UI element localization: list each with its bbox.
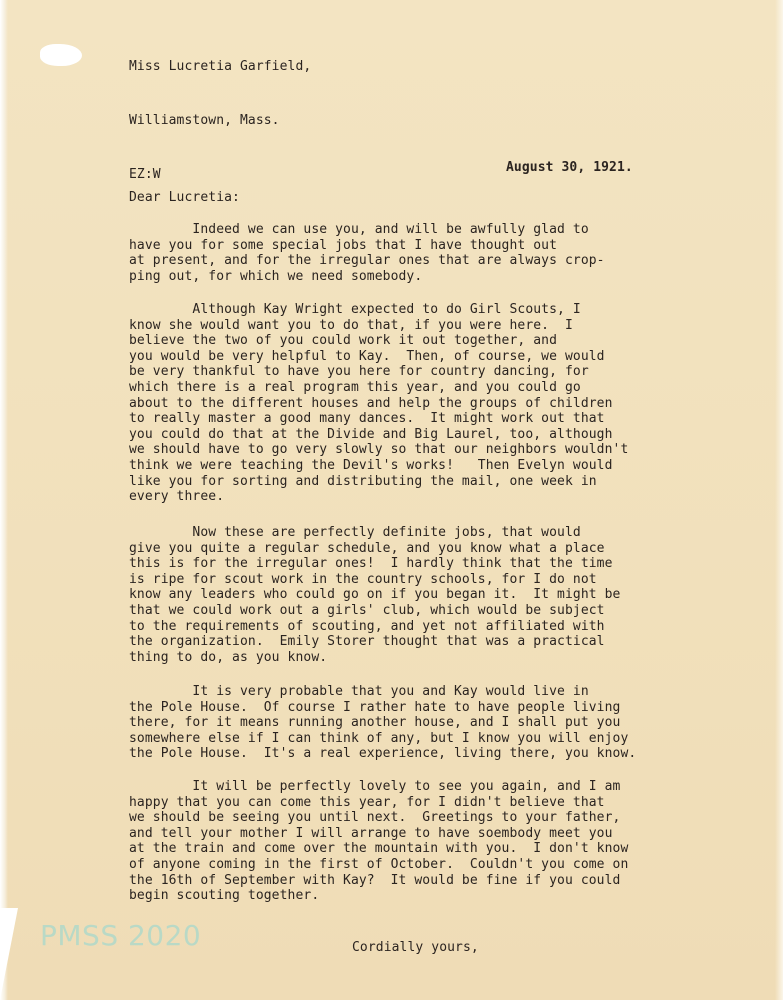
paragraph-3: Now these are perfectly definite jobs, that would give you quite a regular schedule, and you know what a place this is for the irregular ones! I hardly think that the time is ripe for scout work in the country schools, for I do not know any leaders who could go on if you began it. It might be that we could work out a girls' club, which would be subject to the requirements of scouting, and yet not affiliated with the organization. Emily Storer thought that was a practical thing to do, as you know. [129,525,621,665]
paragraph-4: It is very probable that you and Kay would live in the Pole House. Of course I rather hate to have people living there, for it means running another house, and I shall put you somewhere else if I can think of any, but I know you will enjoy the Pole House. It's a real experience, living there, you know. [129,684,637,762]
addressee-location: Williamstown, Mass. [129,113,280,128]
paper-blemish [40,44,82,66]
paragraph-1: Indeed we can use you, and will be awfully glad to have you for some special jobs that I have thought out at present, and for the irregular ones that are always crop- ping out, for which we need somebody. [129,222,605,284]
paper-left-edge [0,0,8,1000]
letter-date: August 30, 1921. [506,160,633,175]
archive-watermark: PMSS 2020 [40,919,202,952]
salutation: Dear Lucretia: [129,190,240,205]
reference-initials: EZ:W [129,167,161,182]
addressee-name: Miss Lucretia Garfield, [129,59,312,74]
paragraph-5: It will be perfectly lovely to see you again, and I am happy that you can come this year, for I didn't believe that we should be seeing you until next. Greetings to your father, and tell your mother I will arrange to have soembody meet you at the train and come over the mountain with you. I don't know of anyone coming in the first of October. Couldn't you come on the 16th of September with Kay? It would be fine if you could begin scouting together. [129,779,629,904]
paper-torn-corner [0,908,18,1000]
paper-right-edge [775,0,783,1000]
paragraph-2: Although Kay Wright expected to do Girl Scouts, I know she would want you to do that, if you were here. I believe the two of you could work it out together, and you would be very helpful to Kay. Then, of course, we would be very thankful to have you here for country dancing, for which there is a real program this year, and you could go about to the different houses and help the groups of children to really master a good many dances. It might work out that you could do that at the Divide and Big Laurel, too, although we should have to go very slowly so that our neighbors wouldn't think we were teaching the Devil's works! Then Evelyn would like you for sorting and distributing the mail, one week in every three. [129,302,629,505]
closing: Cordially yours, [352,940,479,955]
